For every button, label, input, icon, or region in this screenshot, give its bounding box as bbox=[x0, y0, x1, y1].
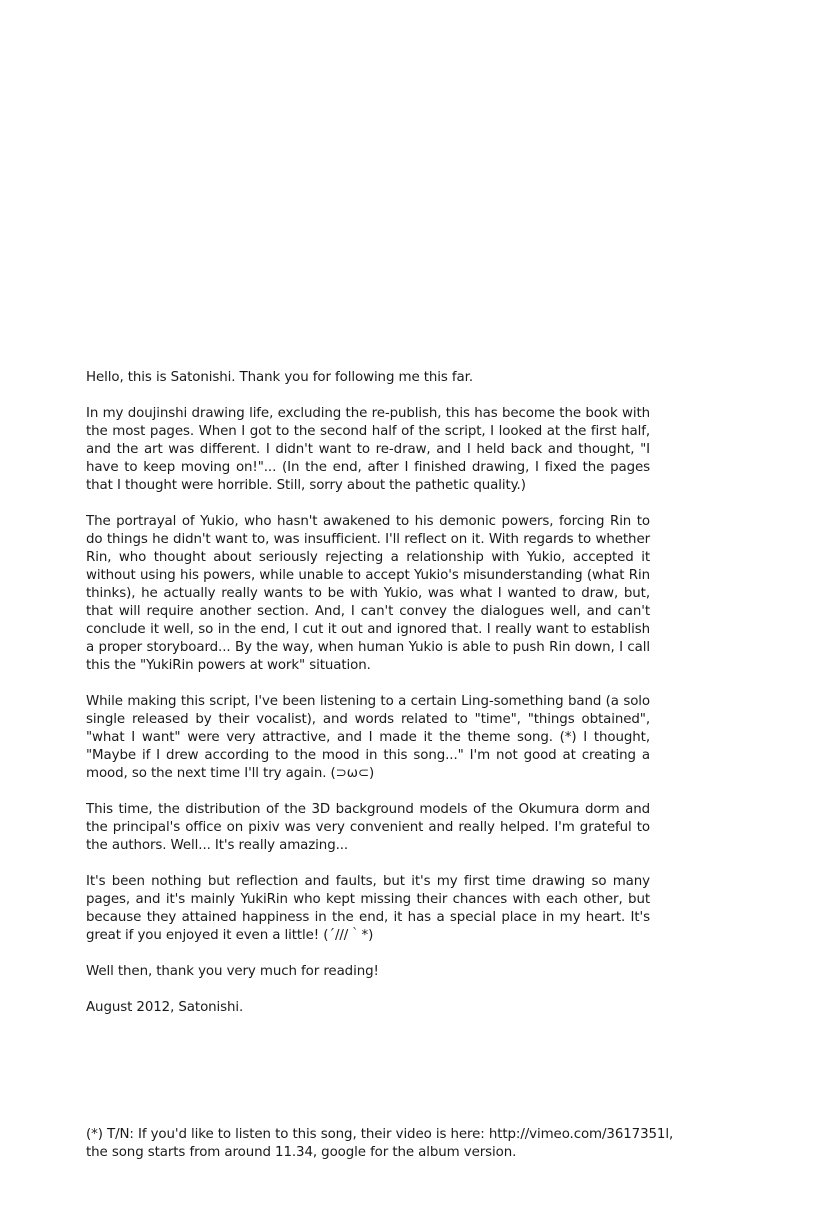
afterword-text bbox=[86, 369, 650, 1035]
footnote-line-2: the song starts from around 11.34, google for the album version. bbox=[86, 1145, 517, 1160]
paragraph-theme-song: While making this script, I've been listening to a certain Ling-something band (a solo single released by their vocalist), and words related to "time", "things obtained", "what I want" were very attractive, and I made it the theme song. (*) I thought, "Maybe if I drew according to the mood in this song..." I'm not good at creating a mood, so the next time I'll try again. (⊃ω⊂) bbox=[86, 694, 650, 781]
paragraph-portrayal: The portrayal of Yukio, who hasn't awakened to his demonic powers, forcing Rin to do things he didn't want to, was insufficient. I'll reflect on it. With regards to whether Rin, who thought about seriously rejecting a relationship with Yukio, accepted it without using his powers, while unable to accept Yukio's misunderstanding (what Rin thinks), he actually really wants to be with Yukio, was what I wanted to draw, but, that will require another section. And, I can't convey the dialogues well, and can't conclude it well, so in the end, I cut it out and ignored that. I really want to establish a proper storyboard... By the way, when human Yukio is able to push Rin down, I call this the "YukiRin powers at work" situation. bbox=[86, 514, 650, 673]
translator-footnote bbox=[86, 1126, 686, 1162]
paragraph-republish: In my doujinshi drawing life, excluding the re-publish, this has become the book with the most pages. When I got to the second half of the script, I looked at the first half, and the art was different. I didn't want to re-draw, and I held back and thought, "I have to keep moving on!"... (In the end, after I finished drawing, I fixed the pages that I thought were horrible. Still, sorry about the pathetic quality.) bbox=[86, 406, 650, 493]
paragraph-background-models: This time, the distribution of the 3D background models of the Okumura dorm and the principal's office on pixiv was very convenient and really helped. I'm grateful to the authors. Well... It's really amazing... bbox=[86, 802, 650, 853]
footnote-line-1: (*) T/N: If you'd like to listen to this song, their video is here: http://vimeo.com/3617351l, bbox=[86, 1127, 674, 1142]
paragraph-reflection: It's been nothing but reflection and faults, but it's my first time drawing so many pages, and it's mainly YukiRin who kept missing their chances with each other, but because they attained happiness in the end, it has a special place in my heart. It's great if you enjoyed it even a little! (´///｀*) bbox=[86, 874, 650, 943]
closing-paragraph: Well then, thank you very much for reading! bbox=[86, 964, 379, 979]
greeting-paragraph: Hello, this is Satonishi. Thank you for following me this far. bbox=[86, 370, 473, 385]
signature-paragraph: August 2012, Satonishi. bbox=[86, 1000, 244, 1015]
